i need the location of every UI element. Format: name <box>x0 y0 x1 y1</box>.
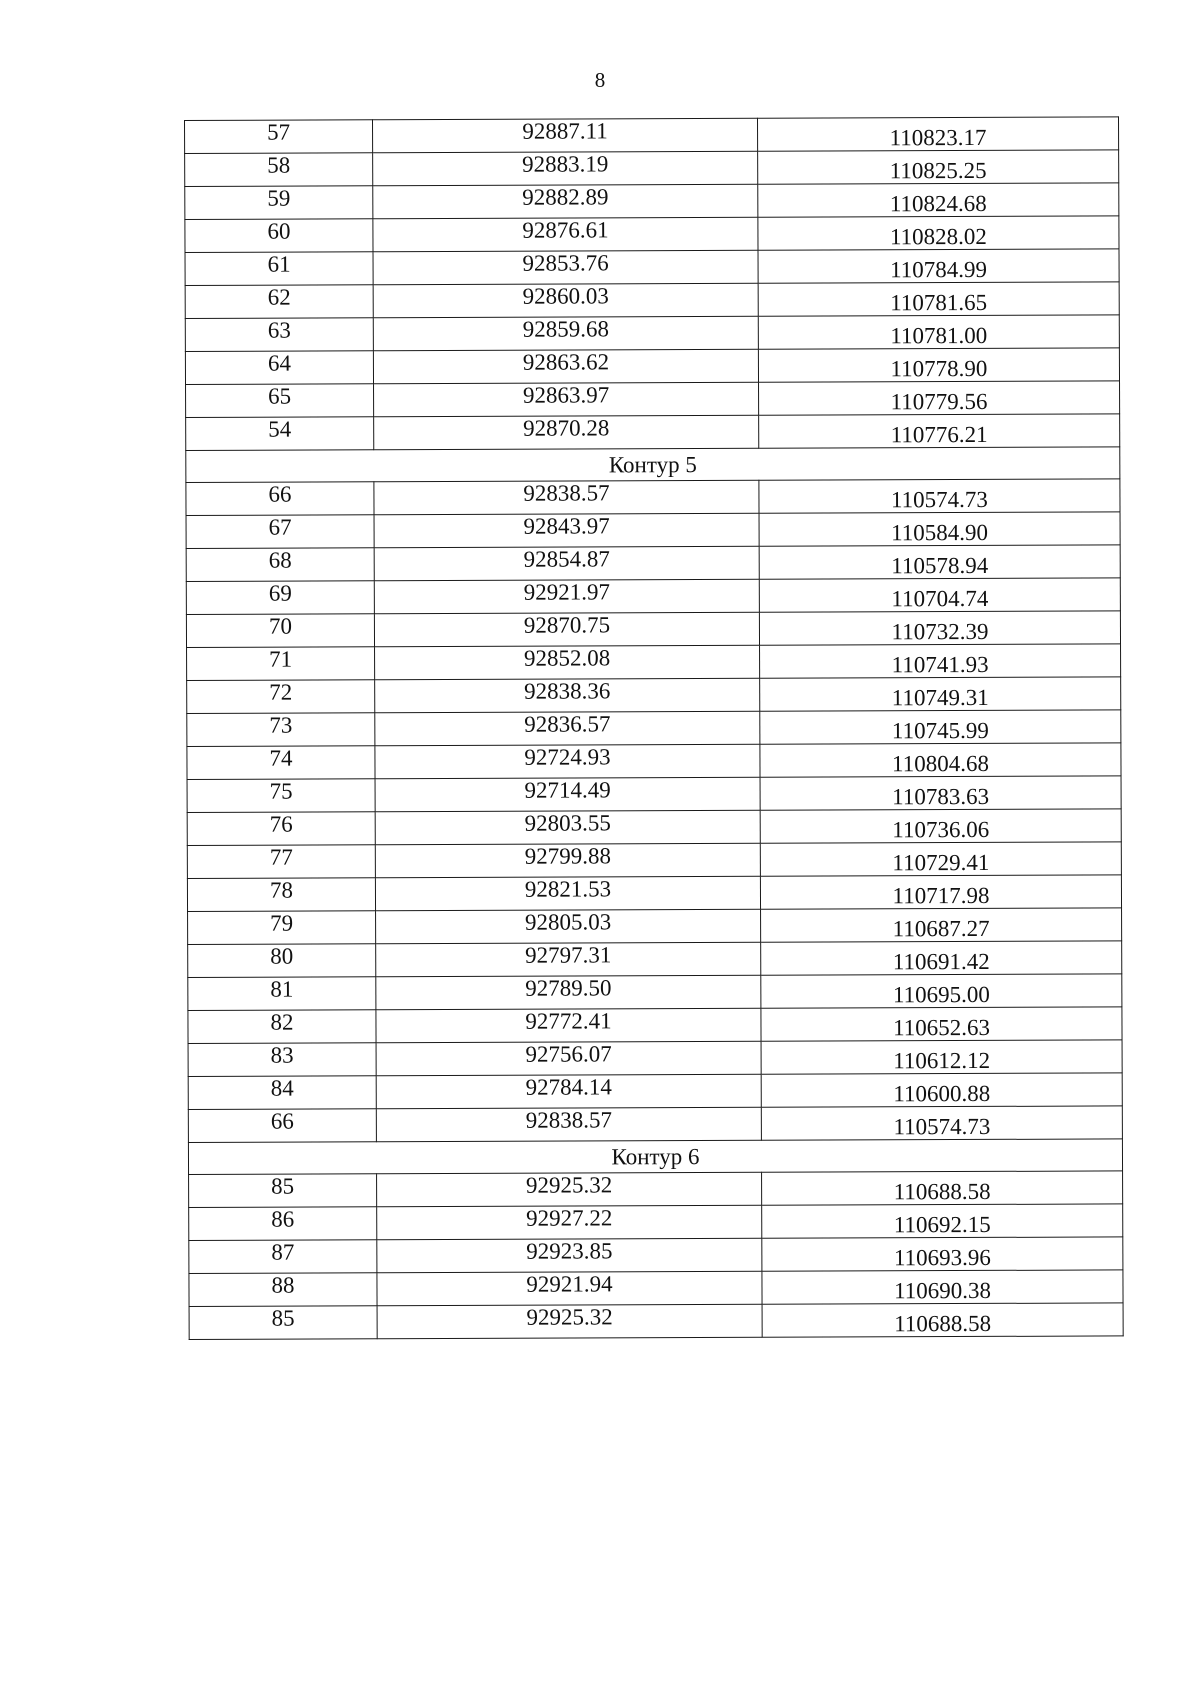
y-coordinate-cell: 110574.73 <box>759 479 1120 513</box>
table-row <box>187 644 1121 681</box>
point-number-cell: 86 <box>189 1207 377 1241</box>
table-row <box>187 743 1121 780</box>
point-number-cell: 76 <box>187 812 375 846</box>
y-coordinate-cell: 110736.06 <box>760 809 1121 843</box>
point-number-cell: 66 <box>186 482 374 516</box>
y-coordinate-cell: 110825.25 <box>758 150 1119 184</box>
x-coordinate-cell: 92797.31 <box>376 942 761 976</box>
point-number-cell: 62 <box>185 285 373 319</box>
point-number-cell: 61 <box>185 252 373 286</box>
coordinates-table <box>184 116 1124 1340</box>
y-coordinate-cell: 110783.63 <box>760 776 1121 810</box>
page-number: 8 <box>594 68 606 92</box>
x-coordinate-cell: 92799.88 <box>375 843 760 877</box>
point-number-cell: 70 <box>186 614 374 648</box>
y-coordinate-cell: 110781.65 <box>758 282 1119 316</box>
table-row <box>186 545 1120 582</box>
table-row <box>189 1270 1123 1307</box>
y-coordinate-cell: 110652.63 <box>761 1007 1122 1041</box>
y-coordinate-cell: 110749.31 <box>760 677 1121 711</box>
table-row <box>188 974 1122 1011</box>
y-coordinate-cell: 110732.39 <box>759 611 1120 645</box>
x-coordinate-cell: 92852.08 <box>375 645 760 679</box>
x-coordinate-cell: 92921.97 <box>374 579 759 613</box>
table-row <box>187 776 1121 813</box>
y-coordinate-cell: 110691.42 <box>761 941 1122 975</box>
table-row <box>188 1007 1122 1044</box>
point-number-cell: 80 <box>188 944 376 978</box>
table-row <box>187 809 1121 846</box>
table-row <box>185 282 1119 319</box>
point-number-cell: 59 <box>185 186 373 220</box>
y-coordinate-cell: 110729.41 <box>760 842 1121 876</box>
x-coordinate-cell: 92805.03 <box>376 909 761 943</box>
y-coordinate-cell: 110690.38 <box>762 1270 1123 1304</box>
y-coordinate-cell: 110779.56 <box>759 381 1120 415</box>
table-row <box>186 414 1120 451</box>
point-number-cell: 69 <box>186 581 374 615</box>
x-coordinate-cell: 92927.22 <box>377 1205 762 1239</box>
x-coordinate-cell: 92860.03 <box>373 283 758 317</box>
coordinates-table-body <box>185 117 1124 1340</box>
point-number-cell: 77 <box>187 845 375 879</box>
x-coordinate-cell: 92876.61 <box>373 217 758 251</box>
y-coordinate-cell: 110693.96 <box>762 1237 1123 1271</box>
x-coordinate-cell: 92923.85 <box>377 1238 762 1272</box>
x-coordinate-cell: 92859.68 <box>373 316 758 350</box>
x-coordinate-cell: 92756.07 <box>376 1041 761 1075</box>
x-coordinate-cell: 92853.76 <box>373 250 758 284</box>
table-row <box>189 1171 1123 1208</box>
point-number-cell: 82 <box>188 1010 376 1044</box>
point-number-cell: 73 <box>187 713 375 747</box>
contour-header-row <box>188 1139 1122 1175</box>
table-row <box>185 348 1119 385</box>
point-number-cell: 75 <box>187 779 375 813</box>
y-coordinate-cell: 110717.98 <box>760 875 1121 909</box>
point-number-cell: 67 <box>186 515 374 549</box>
table-row <box>188 1073 1122 1110</box>
table-row <box>186 381 1120 418</box>
table-row <box>189 1237 1123 1274</box>
y-coordinate-cell: 110584.90 <box>759 512 1120 546</box>
contour-label: Контур 5 <box>186 447 1120 483</box>
y-coordinate-cell: 110745.99 <box>760 710 1121 744</box>
x-coordinate-cell: 92724.93 <box>375 744 760 778</box>
x-coordinate-cell: 92921.94 <box>377 1271 762 1305</box>
table-row <box>189 1204 1123 1241</box>
point-number-cell: 64 <box>185 351 373 385</box>
point-number-cell: 54 <box>186 417 374 451</box>
point-number-cell: 78 <box>187 878 375 912</box>
y-coordinate-cell: 110828.02 <box>758 216 1119 250</box>
y-coordinate-cell: 110823.17 <box>757 117 1118 151</box>
y-coordinate-cell: 110741.93 <box>760 644 1121 678</box>
table-row <box>188 941 1122 978</box>
point-number-cell: 84 <box>188 1076 376 1110</box>
x-coordinate-cell: 92883.19 <box>373 151 758 185</box>
point-number-cell: 72 <box>187 680 375 714</box>
contour-label: Контур 6 <box>188 1139 1122 1175</box>
y-coordinate-cell: 110687.27 <box>761 908 1122 942</box>
table-row <box>187 677 1121 714</box>
x-coordinate-cell: 92925.32 <box>377 1172 762 1206</box>
x-coordinate-cell: 92772.41 <box>376 1008 761 1042</box>
point-number-cell: 85 <box>189 1174 377 1208</box>
table-row <box>187 842 1121 879</box>
y-coordinate-cell: 110704.74 <box>759 578 1120 612</box>
point-number-cell: 88 <box>189 1273 377 1307</box>
point-number-cell: 74 <box>187 746 375 780</box>
x-coordinate-cell: 92789.50 <box>376 975 761 1009</box>
x-coordinate-cell: 92854.87 <box>374 546 759 580</box>
x-coordinate-cell: 92887.11 <box>373 118 758 152</box>
y-coordinate-cell: 110574.73 <box>761 1106 1122 1140</box>
point-number-cell: 60 <box>185 219 373 253</box>
x-coordinate-cell: 92714.49 <box>375 777 760 811</box>
table-row <box>185 315 1119 352</box>
point-number-cell: 65 <box>186 384 374 418</box>
table-row <box>189 1303 1123 1340</box>
point-number-cell: 87 <box>189 1240 377 1274</box>
x-coordinate-cell: 92838.57 <box>376 1107 761 1141</box>
table-row <box>186 512 1120 549</box>
y-coordinate-cell: 110804.68 <box>760 743 1121 777</box>
table-row <box>185 183 1119 220</box>
x-coordinate-cell: 92784.14 <box>376 1074 761 1108</box>
table-row <box>186 578 1120 615</box>
point-number-cell: 57 <box>185 120 373 154</box>
table-row <box>185 216 1119 253</box>
y-coordinate-cell: 110824.68 <box>758 183 1119 217</box>
table-row <box>185 117 1119 154</box>
x-coordinate-cell: 92838.57 <box>374 480 759 514</box>
y-coordinate-cell: 110695.00 <box>761 974 1122 1008</box>
y-coordinate-cell: 110776.21 <box>759 414 1120 448</box>
y-coordinate-cell: 110784.99 <box>758 249 1119 283</box>
table-row <box>188 908 1122 945</box>
x-coordinate-cell: 92863.62 <box>373 349 758 383</box>
x-coordinate-cell: 92870.75 <box>374 612 759 646</box>
point-number-cell: 81 <box>188 977 376 1011</box>
y-coordinate-cell: 110578.94 <box>759 545 1120 579</box>
point-number-cell: 71 <box>187 647 375 681</box>
table-row <box>186 479 1120 516</box>
y-coordinate-cell: 110688.58 <box>762 1303 1123 1337</box>
y-coordinate-cell: 110778.90 <box>758 348 1119 382</box>
table-row <box>187 710 1121 747</box>
contour-header-row <box>186 447 1120 483</box>
table-row <box>187 875 1121 912</box>
x-coordinate-cell: 92843.97 <box>374 513 759 547</box>
y-coordinate-cell: 110688.58 <box>762 1171 1123 1205</box>
x-coordinate-cell: 92803.55 <box>375 810 760 844</box>
point-number-cell: 58 <box>185 153 373 187</box>
y-coordinate-cell: 110612.12 <box>761 1040 1122 1074</box>
table-row <box>185 150 1119 187</box>
x-coordinate-cell: 92836.57 <box>375 711 760 745</box>
point-number-cell: 68 <box>186 548 374 582</box>
table-row <box>186 611 1120 648</box>
x-coordinate-cell: 92882.89 <box>373 184 758 218</box>
y-coordinate-cell: 110600.88 <box>761 1073 1122 1107</box>
x-coordinate-cell: 92863.97 <box>374 382 759 416</box>
table-row <box>188 1106 1122 1143</box>
point-number-cell: 83 <box>188 1043 376 1077</box>
y-coordinate-cell: 110781.00 <box>758 315 1119 349</box>
point-number-cell: 85 <box>189 1306 377 1340</box>
table-row <box>188 1040 1122 1077</box>
x-coordinate-cell: 92925.32 <box>377 1304 762 1338</box>
point-number-cell: 63 <box>185 318 373 352</box>
y-coordinate-cell: 110692.15 <box>762 1204 1123 1238</box>
x-coordinate-cell: 92870.28 <box>374 415 759 449</box>
table-row <box>185 249 1119 286</box>
point-number-cell: 66 <box>188 1109 376 1143</box>
point-number-cell: 79 <box>188 911 376 945</box>
x-coordinate-cell: 92838.36 <box>375 678 760 712</box>
x-coordinate-cell: 92821.53 <box>375 876 760 910</box>
